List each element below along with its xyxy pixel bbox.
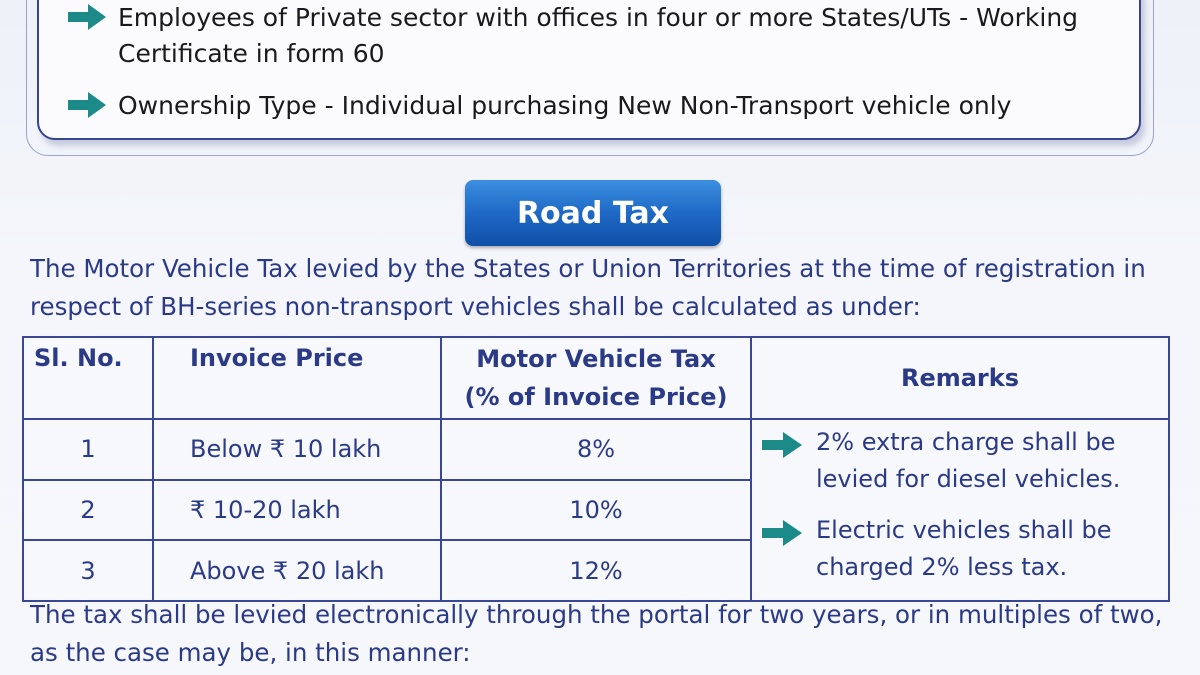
remark-item (762, 424, 1160, 498)
right-arrow-icon (68, 4, 106, 30)
header-motor-vehicle-tax (441, 337, 751, 419)
cell-sl: 1 (23, 419, 153, 480)
cell-tax: 12% (441, 540, 751, 601)
header-remarks: Remarks (751, 337, 1169, 419)
right-arrow-icon (762, 432, 802, 458)
footer-paragraph: The tax shall be levied electronically through the portal for two years, or in multiples of two, as the case may be, in this manner: (30, 600, 1163, 667)
bullet-text: Employees of Private sector with offices in four or more States/UTs - Working Certificate in form 60 (118, 3, 1079, 68)
remark-text: 2% extra charge shall be levied for diesel vehicles. (816, 428, 1121, 493)
cell-price: Above ₹ 20 lakh (153, 540, 441, 601)
table-row (23, 419, 1169, 480)
bullet-text: Ownership Type - Individual purchasing New Non-Transport vehicle only (118, 91, 1012, 120)
cell-tax: 8% (441, 419, 751, 480)
right-arrow-icon (68, 92, 106, 118)
remark-text: Electric vehicles shall be charged 2% less tax. (816, 516, 1112, 581)
intro-paragraph: The Motor Vehicle Tax levied by the States or Union Territories at the time of registration in respect of BH-series non-transport vehicles shall be calculated as under: (30, 254, 1146, 321)
bullet-item-private-sector (68, 0, 1128, 72)
road-tax-button[interactable]: Road Tax (465, 180, 721, 246)
remark-item (762, 512, 1160, 586)
header-tax-line1: Motor Vehicle Tax (476, 345, 716, 373)
bullet-item-ownership-type (68, 88, 1128, 124)
cell-sl: 2 (23, 480, 153, 541)
cell-price: ₹ 10-20 lakh (153, 480, 441, 541)
cell-remarks (751, 419, 1169, 601)
header-sl-no: Sl. No. (23, 337, 153, 419)
right-arrow-icon (762, 520, 802, 546)
header-invoice-price: Invoice Price (153, 337, 441, 419)
road-tax-table (22, 336, 1170, 602)
header-tax-line2: (% of Invoice Price) (464, 383, 728, 411)
cell-tax: 10% (441, 480, 751, 541)
table-header-row (23, 337, 1169, 419)
cell-sl: 3 (23, 540, 153, 601)
cell-price: Below ₹ 10 lakh (153, 419, 441, 480)
